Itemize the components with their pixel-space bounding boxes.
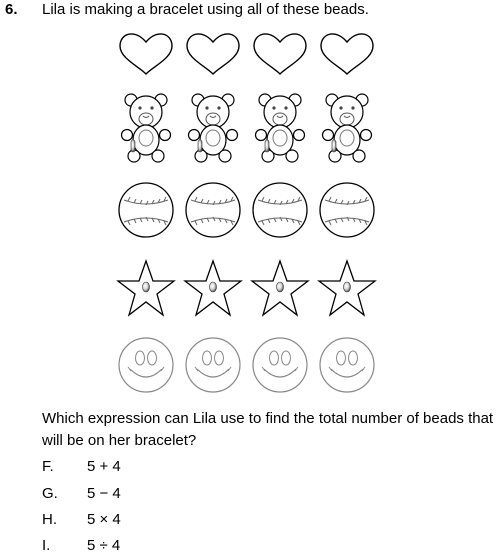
heart-bead-icon — [187, 34, 239, 74]
question-text: Lila is making a bracelet using all of these beads. — [42, 1, 369, 18]
smiley-bead-icon — [119, 338, 173, 392]
smiley-bead-icon — [186, 338, 240, 392]
smiley-bead-icon — [320, 338, 374, 392]
star-bead-icon — [252, 261, 308, 315]
star-bead-icon — [118, 261, 174, 315]
choice-i[interactable] — [42, 537, 120, 554]
baseball-bead-icon — [186, 183, 240, 237]
star-bead-icon — [319, 261, 375, 315]
baseball-bead-icon — [119, 183, 173, 237]
question-prompt: Which expression can Lila use to find the total number of beads that will be on her bracelet? — [42, 410, 494, 449]
smiley-bead-icon — [253, 338, 307, 392]
choice-expression: 5 − 4 — [87, 485, 121, 502]
choice-expression: 5 × 4 — [87, 511, 121, 528]
choice-letter: G. — [42, 485, 58, 502]
choice-g[interactable] — [42, 485, 121, 502]
choice-expression: 5 ÷ 4 — [87, 537, 121, 554]
choice-letter: H. — [42, 511, 57, 528]
choice-f[interactable] — [42, 458, 121, 475]
choice-h[interactable] — [42, 511, 121, 528]
bear-bead-icon — [189, 94, 238, 162]
baseball-bead-icon — [253, 183, 307, 237]
bear-bead-icon — [122, 94, 171, 162]
heart-bead-icon — [120, 34, 172, 74]
heart-bead-icon — [254, 34, 306, 74]
choice-expression: 5 + 4 — [87, 458, 121, 475]
bear-bead-icon — [323, 94, 372, 162]
choice-letter: F. — [42, 458, 54, 475]
bear-bead-icon — [256, 94, 305, 162]
choice-letter: I. — [42, 537, 51, 554]
question-number: 6. — [5, 1, 18, 18]
heart-bead-icon — [321, 34, 373, 74]
star-bead-icon — [185, 261, 241, 315]
baseball-bead-icon — [320, 183, 374, 237]
